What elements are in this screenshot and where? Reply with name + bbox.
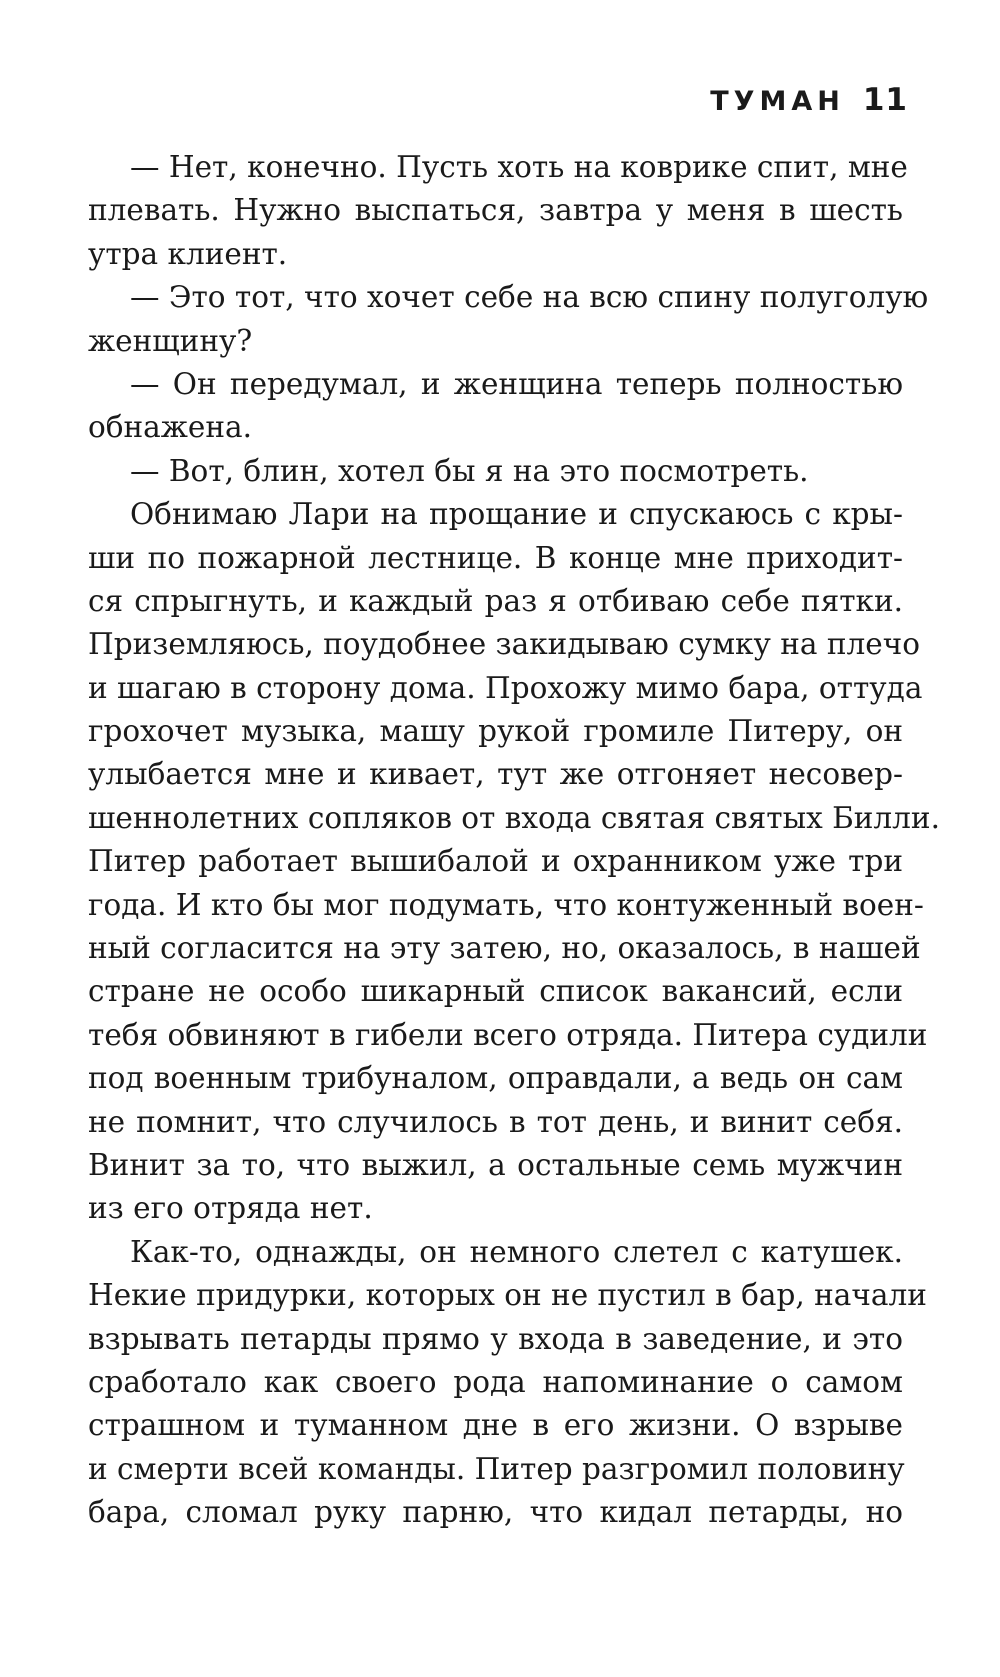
footprint-mark	[207, 1618, 284, 1663]
text-line: и смерти всей команды. Питер разгромил половину	[88, 1451, 905, 1486]
text-line: Винит за то, что выжил, а остальные семь мужчин	[88, 1147, 903, 1182]
footprint-mark	[947, 1618, 1000, 1663]
chapter-title: ТУМАН	[710, 86, 845, 117]
footprint-mark	[657, 1619, 734, 1666]
footprint-mark	[282, 1555, 359, 1600]
footprint-mark	[582, 1557, 659, 1602]
footprint-mark	[433, 1560, 509, 1602]
text-line: Некие придурки, которых он не пустил в бар, начали	[88, 1278, 927, 1313]
footprint-mark	[807, 1618, 884, 1663]
text-line: из его отряда нет.	[88, 1191, 373, 1226]
text-line: Обнимаю Лари на прощание и спускаюсь с кры-	[130, 497, 903, 532]
text-line: женщину?	[88, 323, 253, 358]
footprint-mark	[62, 1619, 139, 1666]
text-line: утра клиент.	[88, 236, 288, 271]
footprint-mark	[733, 1560, 809, 1602]
text-line: обнажена.	[88, 410, 252, 445]
text-line: и шагаю в сторону дома. Прохожу мимо бара, оттуда	[88, 670, 923, 705]
text-line: Питер работает вышибалой и охранником уже три	[88, 844, 903, 879]
footprints-icon	[0, 1535, 1000, 1677]
text-line: Как-то, однажды, он немного слетел с катушек.	[130, 1234, 903, 1269]
text-line: бара, сломал руку парню, что кидал петарды, но	[88, 1495, 903, 1530]
text-line: сработало как своего рода напоминание о самом	[88, 1364, 903, 1399]
text-line: взрывать петарды прямо у входа в заведение, и это	[88, 1321, 903, 1356]
text-line: страшном и туманном дне в его жизни. О взрыве	[88, 1408, 903, 1443]
text-line: — Вот, блин, хотел бы я на это посмотреть.	[130, 453, 809, 488]
page-number: 11	[862, 82, 908, 118]
text-line: под военным трибуналом, оправдали, а ведь он сам	[88, 1061, 903, 1096]
text-line: Приземляюсь, поудобнее закидываю сумку на плечо	[88, 627, 920, 662]
footprint-mark	[882, 1557, 959, 1602]
text-line: ши по пожарной лестнице. В конце мне приходит-	[88, 540, 903, 575]
text-line: ся спрыгнуть, и каждый раз я отбиваю себе пятки.	[88, 583, 903, 618]
body-text	[88, 146, 940, 1535]
text-line: стране не особо шикарный список вакансий, если	[88, 974, 903, 1009]
text-line: — Это тот, что хочет себе на всю спину полуголую	[130, 280, 929, 315]
footprint-mark	[507, 1618, 584, 1663]
text-line: года. И кто бы мог подумать, что контуженный воен-	[88, 887, 924, 922]
text-line: грохочет музыка, машу рукой громиле Питеру, он	[88, 714, 903, 749]
text-line: ный согласится на эту затею, но, оказалось, в нашей	[88, 931, 921, 966]
text-line: тебя обвиняют в гибели всего отряда. Питера судили	[88, 1017, 928, 1052]
text-line: — Он передумал, и женщина теперь полностью	[130, 366, 903, 401]
text-line: плевать. Нужно выспаться, завтра у меня в шесть	[88, 193, 903, 228]
footprint-mark	[357, 1619, 434, 1666]
text-line: — Нет, конечно. Пусть хоть на коврике спит, мне	[130, 150, 908, 184]
text-line: улыбается мне и кивает, тут же отгоняет несовер-	[88, 757, 903, 792]
text-line: шеннолетних сопляков от входа святая святых Билли.	[88, 800, 940, 835]
running-head	[710, 82, 908, 118]
text-line: не помнит, что случилось в тот день, и винит себя.	[88, 1104, 903, 1139]
footprint-mark	[138, 1558, 214, 1600]
footprint-mark	[2, 1553, 79, 1598]
